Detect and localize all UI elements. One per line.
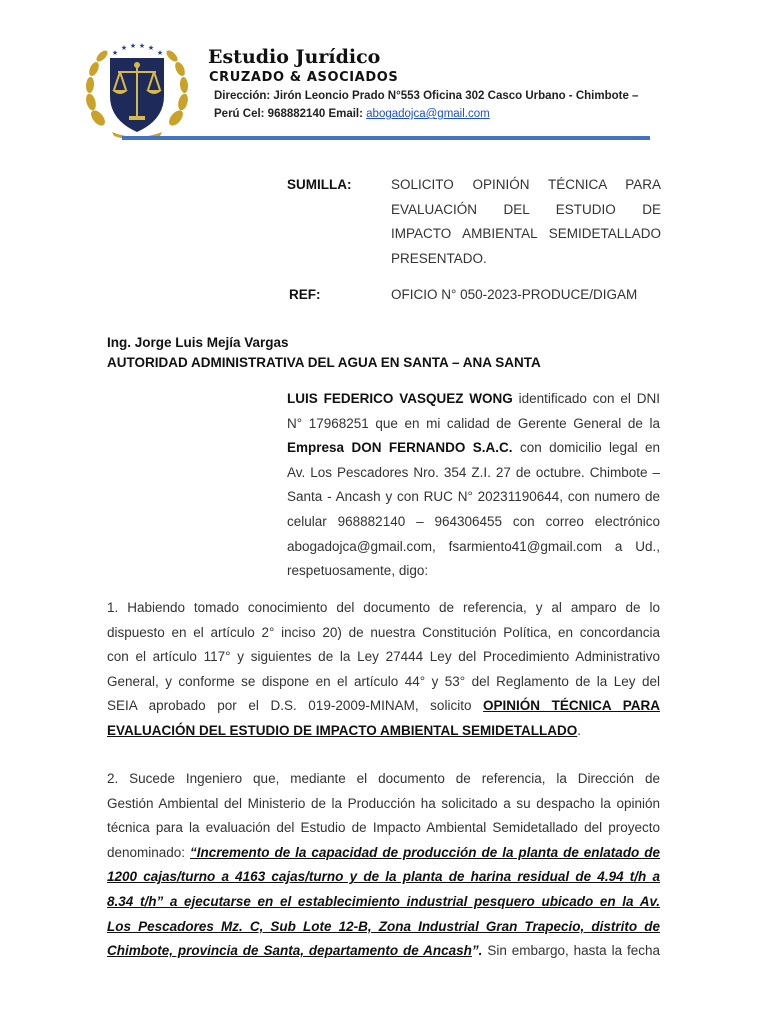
svg-text:★: ★ [138,42,146,50]
firm-address: Dirección: Jirón Leoncio Prado N°553 Oficina 302 Casco Urbano - Chimbote – [214,90,639,102]
text-line [287,436,660,461]
sumilla-line: SOLICITO OPINIÓN TÉCNICA PARA [391,177,661,192]
text-line: 2. Sucede Ingeniero que, mediante el documento de referencia, la Dirección de [107,771,660,786]
petitioner-name: LUIS FEDERICO VASQUEZ WONG [287,391,513,406]
text-line [107,841,660,866]
text-line: abogadojca@gmail.com, fsarmiento41@gmail.com a Ud., [287,538,660,554]
text-line: técnica para la evaluación del Estudio de Impacto Ambiental Semidetallado del proyecto [107,820,660,836]
paragraph-1 [107,596,660,744]
firm-contact-prefix: Perú Cel: 968882140 Email: [214,108,367,120]
text-line: N° 17968251 que en mi calidad de Gerente General de la [287,415,660,431]
text-line: dispuesto en el artículo 2° inciso 20) de nuestra Constitución Política, en concordancia [107,624,660,640]
text-line [107,694,660,719]
project-title: Chimbote, provincia de Santa, departamento de Ancash [107,943,472,959]
sumilla-line: EVALUACIÓN DEL ESTUDIO DE [391,201,661,217]
project-title: Los Pescadores Mz. C, Sub Lote 12-B, Zona Industrial Gran Trapecio, distrito de [107,918,660,934]
text-fragment: identificado con el DNI [512,391,660,406]
svg-text:★: ★ [120,44,128,52]
svg-text:★: ★ [111,49,119,57]
text-fragment: Sin embargo, hasta la fecha [482,943,660,959]
addressee-name: Ing. Jorge Luis Mejía Vargas [107,335,289,350]
sumilla-label: SUMILLA: [287,177,352,192]
text-line [107,915,660,940]
request-highlight: EVALUACIÓN DEL ESTUDIO DE IMPACTO AMBIENTAL SEMIDETALLADO [107,722,578,738]
text-line: con el artículo 117° y siguientes de la Ley 27444 Ley del Procedimiento Administrativo [107,649,660,665]
text-line: Av. Los Pescadores Nro. 354 Z.I. 27 de octubre. Chimbote – [287,464,660,480]
intro-paragraph [287,387,660,584]
text-fragment: denominado: [107,844,191,860]
firm-name: Estudio Jurídico [208,46,381,68]
ref-text: OFICIO N° 050-2023-PRODUCE/DIGAM [391,287,638,302]
text-line: General, y conforme se dispone en el artículo 44° y 53° del Reglamento de la Ley del [107,673,660,689]
project-title: 1200 cajas/turno a 4163 cajas/turno y de la planta de harina residual de 4.94 t/h a [107,869,660,885]
svg-text:★: ★ [129,42,137,50]
header-divider [122,136,650,140]
project-title: 8.34 t/h” a ejecutarse en el establecimiento industrial pesquero ubicado en la Av. [107,893,660,909]
email-link[interactable]: abogadojca@gmail.com [366,108,490,120]
text-line [107,865,660,890]
company-name: Empresa DON FERNANDO S.A.C. [287,440,513,456]
text-line [107,890,660,915]
svg-text:★: ★ [147,44,155,52]
text-fragment: SEIA aprobado por el D.S. 019-2009-MINAM, solicito [107,698,484,714]
text-line [287,387,660,412]
paragraph-2 [107,767,660,964]
sumilla-line: PRESENTADO. [391,250,487,266]
firm-contact [214,108,490,120]
text-line: respetuosamente, digo: [287,563,429,579]
text-line [107,719,660,744]
firm-subtitle: CRUZADO & ASOCIADOS [209,70,399,85]
sumilla-text [391,173,661,271]
text-line: 1. Habiendo tomado conocimiento del documento de referencia, y al amparo de lo [107,600,660,615]
text-line: Santa - Ancash y con RUC N° 20231190644, con numero de [287,489,660,505]
text-line [107,939,660,964]
scales-of-justice-logo-icon [82,38,192,140]
text-fragment: . [577,722,582,738]
project-title: “Incremento de la capacidad de producción de la planta de enlatado de [190,844,661,860]
svg-text:★: ★ [156,49,164,57]
addressee-organization: AUTORIDAD ADMINISTRATIVA DEL AGUA EN SANTA – ANA SANTA [107,355,541,370]
text-fragment: con domicilio legal en [512,440,660,456]
text-line: celular 968882140 – 964306455 con correo electrónico [287,513,660,529]
closing-quote: ”. [471,943,483,959]
ref-label: REF: [289,287,321,302]
request-highlight: OPINIÓN TÉCNICA PARA [483,698,660,714]
text-line: Gestión Ambiental del Ministerio de la Producción ha solicitado a su despacho la opinión [107,795,660,811]
sumilla-line: IMPACTO AMBIENTAL SEMIDETALLADO [391,226,661,241]
